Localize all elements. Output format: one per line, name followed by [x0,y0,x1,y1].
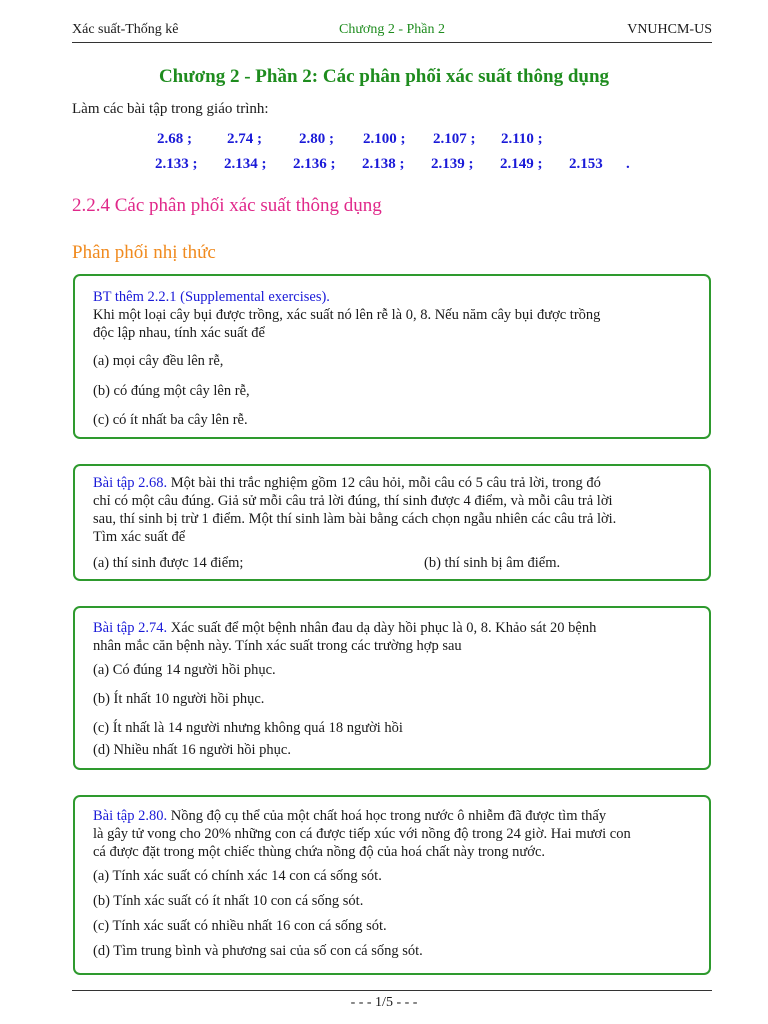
exercise-text-line: Nồng độ cụ thể của một chất hoá học trong nước ô nhiễm đã được tìm thấy [170,808,607,824]
exercise-item: (c) có ít nhất ba cây lên rễ. [93,412,248,428]
exercise-item: (c) Ít nhất là 14 người nhưng không quá 18 người hồi [93,720,403,736]
header-institution: VNUHCM-US [627,22,712,37]
intro-text: Làm các bài tập trong giáo trình: [72,101,269,117]
header-course: Xác suất-Thống kê [72,22,179,37]
exercise-heading: Bài tập 2.80. [93,808,168,824]
exercise-text-line: Khi một loại cây bụi được trồng, xác suất nó lên rễ là 0, 8. Nếu năm cây bụi được trồng [93,307,601,323]
exercise-box-2-80 [73,795,711,975]
exercise-item: (b) có đúng một cây lên rễ, [93,383,250,399]
exercise-text-line: Một bài thi trắc nghiệm gồm 12 câu hỏi, mỗi câu có 5 câu trả lời, trong đó [170,475,601,491]
exercise-text-line: cá được đặt trong một chiếc thùng chứa nồng độ của hoá chất này trong nước. [93,844,546,860]
page-number: - - - 1/5 - - - [350,995,418,1010]
exercise-ref: 2.107 ; [433,131,476,147]
exercise-ref: 2.110 ; [501,131,543,147]
exercise-ref: 2.149 ; [500,156,543,172]
exercise-ref: 2.153 [569,156,603,172]
exercise-ref: 2.134 ; [224,156,267,172]
exercise-item: (b) thí sinh bị âm điểm. [424,555,561,571]
exercise-item: (b) Ít nhất 10 người hồi phục. [93,691,265,707]
exercise-text-line: Tìm xác suất để [93,529,186,545]
exercise-item: (a) Tính xác suất có chính xác 14 con cá sống sót. [93,868,382,884]
exercise-text-line: là gây tử vong cho 20% những con cá được tiếp xúc với nồng độ trong 24 giờ. Hai mươi con [93,826,631,842]
exercise-ref: 2.133 ; [155,156,198,172]
subsection-title: Phân phối nhị thức [72,242,216,263]
exercise-heading: BT thêm 2.2.1 (Supplemental exercises). [93,289,330,305]
exercise-ref: 2.138 ; [362,156,405,172]
exercise-item: (a) Có đúng 14 người hồi phục. [93,662,276,678]
exercise-ref: 2.68 ; [157,131,192,147]
header-chapter: Chương 2 - Phần 2 [339,22,445,37]
footer-divider [72,990,712,991]
page-header [72,20,712,43]
exercise-text-line: nhân mắc căn bệnh này. Tính xác suất trong các trường hợp sau [93,638,462,654]
exercise-item: (a) thí sinh được 14 điểm; [93,555,244,571]
exercise-ref: 2.80 ; [299,131,334,147]
exercise-text-line: chỉ có một câu đúng. Giả sử mỗi câu trả lời đúng, thí sinh được 4 điểm, và mỗi câu trả lời [93,493,613,509]
exercise-item: (d) Tìm trung bình và phương sai của số con cá sống sót. [93,943,423,959]
exercise-box-supplemental [73,274,711,439]
exercise-row-2 [0,156,768,176]
exercise-heading: Bài tập 2.74. [93,620,168,636]
exercise-text-line: Xác suất để một bệnh nhân đau dạ dày hồi phục là 0, 8. Khảo sát 20 bệnh [170,620,597,636]
exercise-ref-end: . [626,156,630,172]
section-title: 2.2.4 Các phân phối xác suất thông dụng [72,195,382,216]
exercise-ref: 2.136 ; [293,156,336,172]
exercise-item: (d) Nhiều nhất 16 người hồi phục. [93,742,291,758]
exercise-box-2-74 [73,606,711,770]
exercise-text-line: sau, thí sinh bị trừ 1 điểm. Một thí sinh làm bài bằng cách chọn ngẫu nhiên các câu trả lời. [93,511,617,527]
page-title: Chương 2 - Phần 2: Các phân phối xác suất thông dụng [158,66,610,87]
exercise-item: (b) Tính xác suất có ít nhất 10 con cá sống sót. [93,893,364,909]
exercise-item: (a) mọi cây đều lên rễ, [93,353,224,369]
exercise-ref: 2.74 ; [227,131,262,147]
exercise-item: (c) Tính xác suất có nhiều nhất 16 con cá sống sót. [93,918,387,934]
exercise-heading: Bài tập 2.68. [93,475,168,491]
exercise-ref: 2.139 ; [431,156,474,172]
exercise-row-1 [0,131,768,151]
exercise-ref: 2.100 ; [363,131,406,147]
exercise-box-2-68 [73,464,711,581]
exercise-text-line: độc lập nhau, tính xác suất để [93,325,265,341]
